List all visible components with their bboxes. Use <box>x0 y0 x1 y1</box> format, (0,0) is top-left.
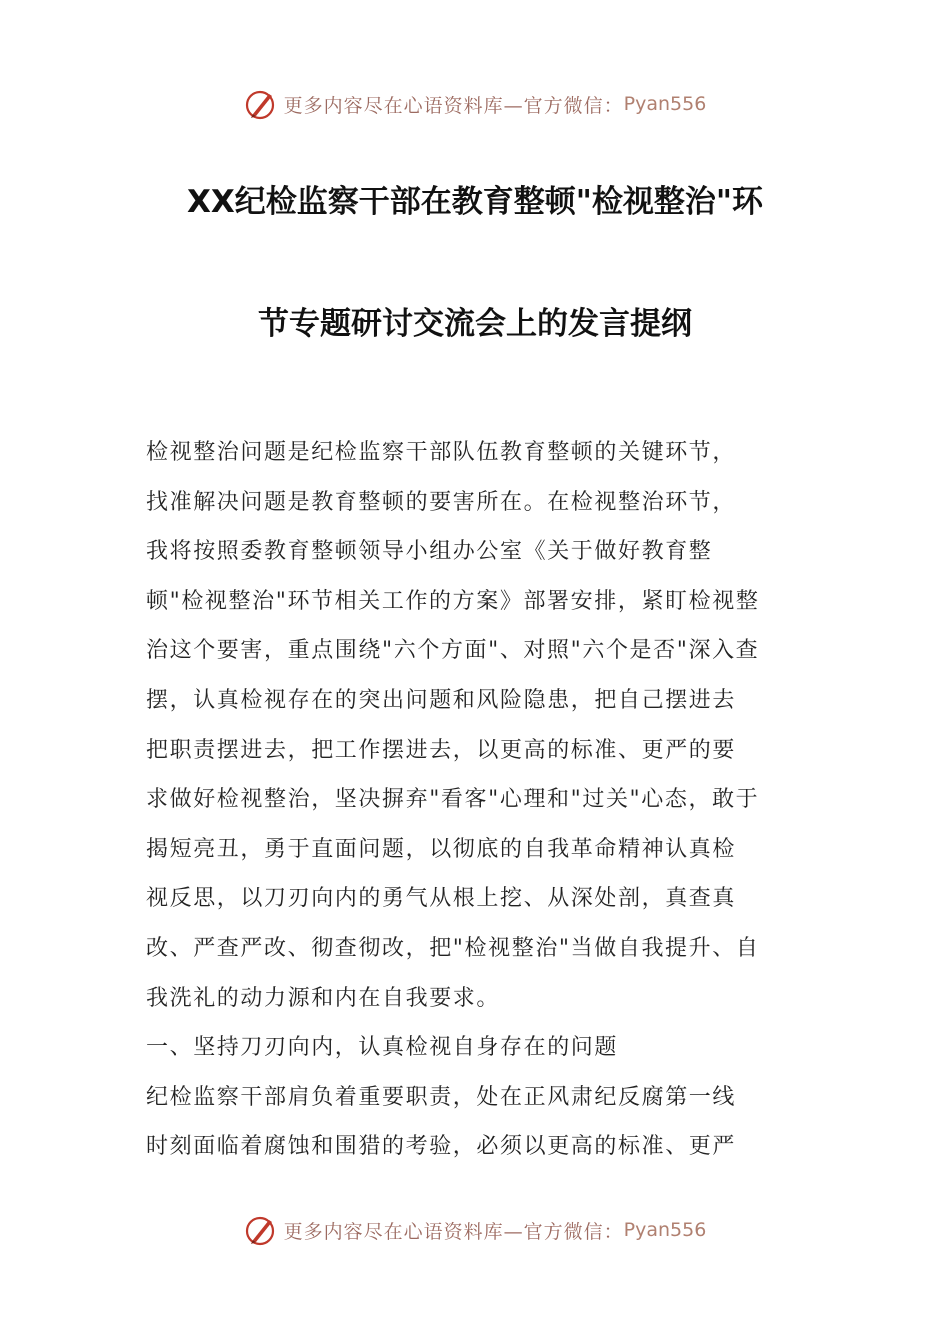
footer-watermark <box>0 1210 950 1250</box>
body-line: 揭短亮丑，勇于直面问题，以彻底的自我革命精神认真检 <box>146 836 737 862</box>
watermark-text: 更多内容尽在心语资料库—官方微信： <box>283 1220 624 1243</box>
pen-circle-logo-icon <box>244 1213 278 1247</box>
body-line: 找准解决问题是教育整顿的要害所在。在检视整治环节， <box>146 489 737 515</box>
body-line: 时刻面临着腐蚀和围猎的考验，必须以更高的标准、更严 <box>146 1134 737 1160</box>
body-line: 把职责摆进去，把工作摆进去，以更高的标准、更严的要 <box>146 737 737 763</box>
body-line: 检视整治问题是纪检监察干部队伍教育整顿的关键环节， <box>146 440 737 465</box>
document-title-line-1: XX纪检监察干部在教育整顿"检视整治"环 <box>186 184 764 220</box>
body-line: 视反思，以刀刃向内的勇气从根上挖、从深处剖，真查真 <box>146 886 737 912</box>
body-line: 顿"检视整治"环节相关工作的方案》部署安排，紧盯检视整 <box>146 588 760 614</box>
body-line: 改、严查严改、彻查彻改，把"检视整治"当做自我提升、自 <box>146 935 760 961</box>
header-watermark <box>0 84 950 124</box>
watermark-wechat-id: Pyan556 <box>623 93 707 115</box>
body-line: 我洗礼的动力源和内在自我要求。 <box>146 985 501 1011</box>
body-line: 摆，认真检视存在的突出问题和风险隐患，把自己摆进去 <box>146 687 737 713</box>
body-line: 我将按照委教育整顿领导小组办公室《关于做好教育整 <box>146 539 713 565</box>
watermark-wechat-id: Pyan556 <box>623 1219 707 1241</box>
watermark-text: 更多内容尽在心语资料库—官方微信： <box>283 94 624 117</box>
section-heading: 一、坚持刀刃向内，认真检视自身存在的问题 <box>146 1035 619 1061</box>
document-body <box>146 428 808 1172</box>
body-line: 纪检监察干部肩负着重要职责，处在正风肃纪反腐第一线 <box>146 1084 737 1110</box>
body-line: 求做好检视整治，坚决摒弃"看客"心理和"过关"心态，敢于 <box>146 787 760 813</box>
document-title-line-2: 节专题研讨交流会上的发言提纲 <box>258 306 692 342</box>
body-line: 治这个要害，重点围绕"六个方面"、对照"六个是否"深入查 <box>146 638 760 664</box>
pen-circle-logo-icon <box>244 87 278 121</box>
